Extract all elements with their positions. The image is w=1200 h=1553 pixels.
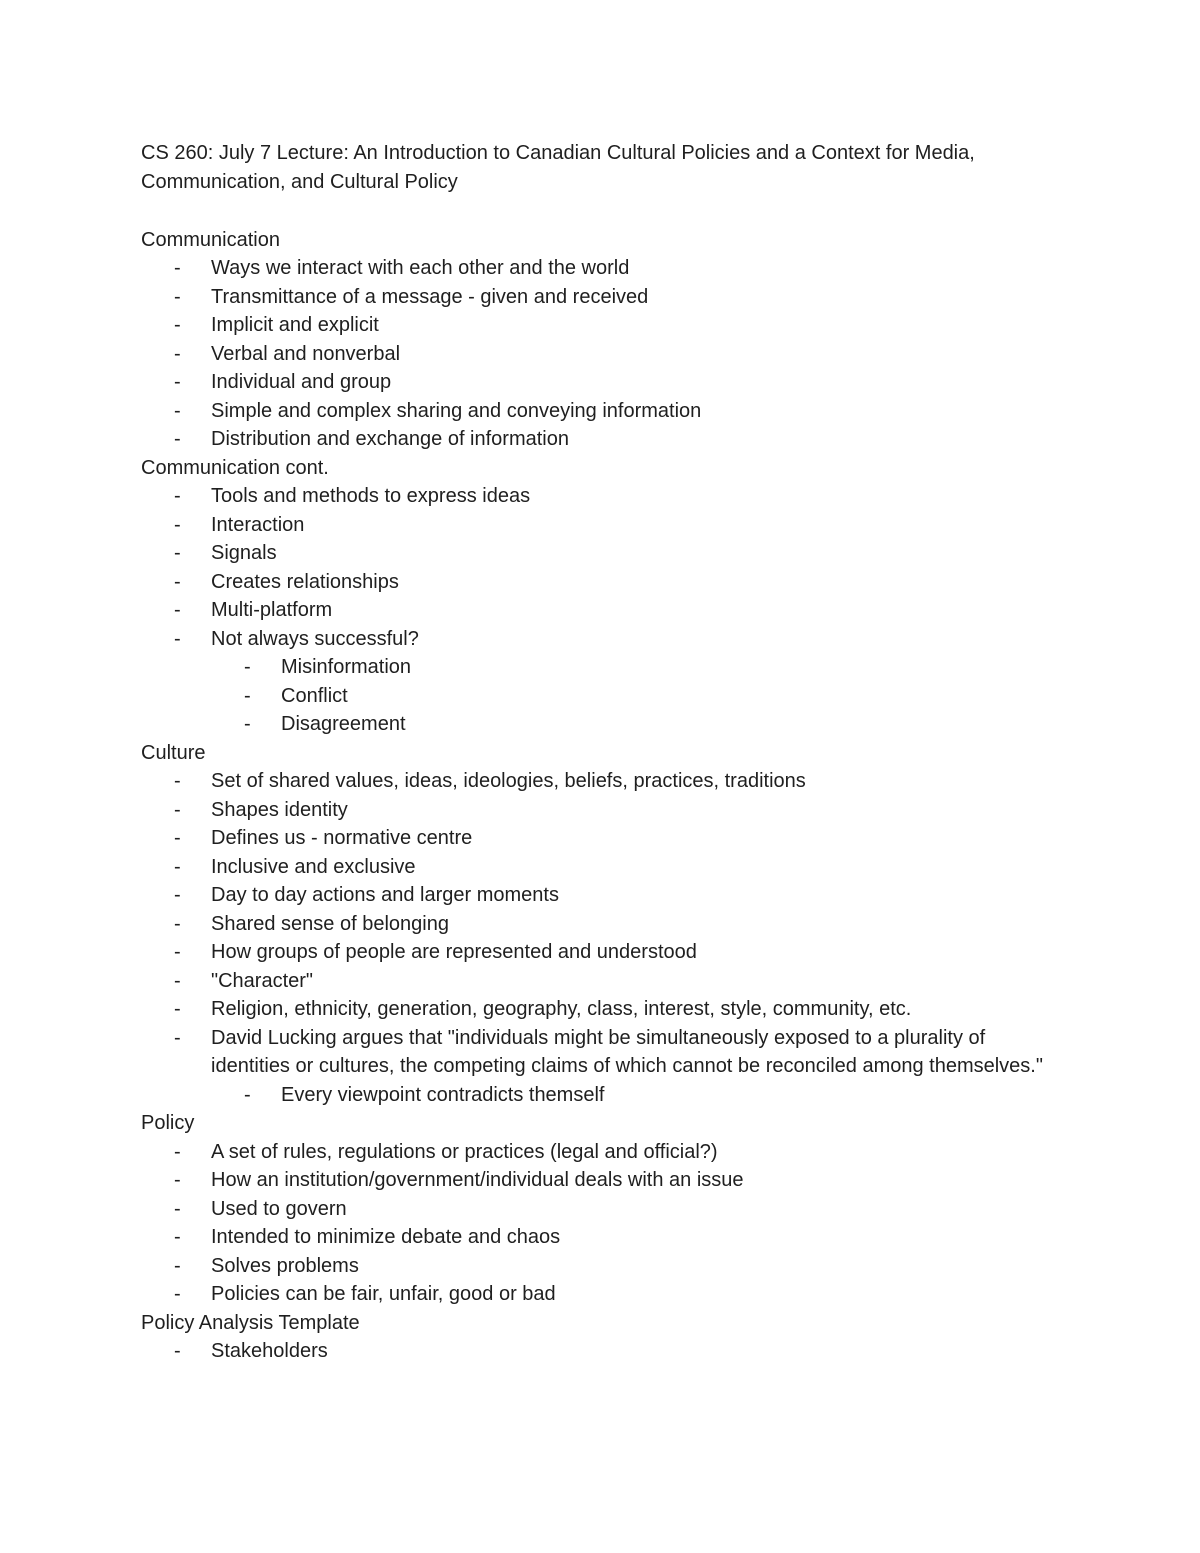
list-item — [141, 482, 1061, 511]
bullet-dash: - — [174, 542, 181, 564]
list-item — [141, 767, 1061, 796]
sub-list-item-text: Misinformation — [281, 656, 412, 678]
list-item — [141, 967, 1061, 996]
bullet-dash: - — [174, 1283, 181, 1305]
list-item-text: Ways we interact with each other and the world — [211, 257, 630, 279]
list-item-text: Tools and methods to express ideas — [211, 485, 531, 507]
list-item-text: Signals — [211, 542, 277, 564]
list-item — [141, 1195, 1061, 1224]
list-item-text: Shapes identity — [211, 798, 348, 821]
document-page — [141, 139, 1061, 1366]
bullet-list — [141, 1337, 1061, 1366]
bullet-dash: - — [174, 1340, 181, 1362]
list-item-text: How groups of people are represented and understood — [211, 941, 697, 963]
list-item — [141, 910, 1061, 939]
list-item — [141, 824, 1061, 853]
list-item — [141, 938, 1061, 967]
list-item — [141, 1138, 1061, 1167]
bullet-dash: - — [174, 314, 181, 336]
list-item — [141, 1280, 1061, 1309]
list-item-text: Used to govern — [211, 1197, 347, 1220]
bullet-list — [141, 767, 1061, 1109]
list-item — [141, 539, 1061, 568]
section-heading: Communication cont. — [141, 456, 329, 479]
bullet-dash: - — [174, 941, 181, 963]
list-item — [141, 254, 1061, 283]
list-item — [141, 340, 1061, 369]
bullet-dash: - — [174, 257, 181, 279]
list-item — [141, 1223, 1061, 1252]
list-item — [141, 311, 1061, 340]
list-item — [141, 1337, 1061, 1366]
list-item-text: Intended to minimize debate and chaos — [211, 1226, 561, 1248]
list-item — [141, 881, 1061, 910]
list-item — [141, 568, 1061, 597]
bullet-dash: - — [174, 1197, 181, 1220]
section-heading: Communication — [141, 228, 280, 251]
bullet-dash: - — [174, 998, 181, 1020]
list-item — [141, 368, 1061, 397]
bullet-dash: - — [174, 1026, 181, 1049]
section-heading: Policy — [141, 1112, 195, 1134]
section-heading: Policy Analysis Template — [141, 1311, 360, 1334]
list-item — [141, 995, 1061, 1024]
bullet-dash: - — [174, 1169, 181, 1191]
list-item — [141, 853, 1061, 882]
bullet-dash: - — [174, 770, 181, 792]
bullet-dash: - — [174, 371, 181, 393]
bullet-dash: - — [174, 599, 181, 621]
list-item-text: Transmittance of a message - given and received — [211, 285, 649, 308]
list-item-text: Verbal and nonverbal — [211, 342, 401, 365]
list-item-text: Shared sense of belonging — [211, 912, 449, 935]
list-item — [141, 596, 1061, 625]
list-item-text: Stakeholders — [211, 1340, 328, 1362]
list-item — [141, 511, 1061, 540]
list-item-text: Policies can be fair, unfair, good or bad — [211, 1283, 556, 1305]
bullet-dash: - — [174, 827, 181, 849]
sub-list-item-text: Disagreement — [281, 713, 406, 735]
document-title: CS 260: July 7 Lecture: An Introduction to Canadian Cultural Policies and a Context for Media, Communication, and Cultural Policy — [141, 142, 975, 193]
list-item-text: How an institution/government/individual deals with an issue — [211, 1169, 744, 1191]
section — [141, 739, 1061, 1110]
list-item — [141, 1252, 1061, 1281]
bullet-dash: - — [174, 912, 181, 935]
bullet-dash: - — [174, 627, 181, 650]
section — [141, 1309, 1061, 1366]
list-item — [141, 1024, 1061, 1110]
sub-list-item — [211, 1081, 1061, 1110]
list-item-text: Defines us - normative centre — [211, 827, 473, 849]
bullet-dash: - — [174, 342, 181, 365]
list-item-text: Distribution and exchange of information — [211, 428, 569, 450]
sub-bullet-list — [211, 1081, 1061, 1110]
list-item-text: "Character" — [211, 969, 314, 992]
bullet-dash: - — [244, 684, 251, 707]
section-heading: Culture — [141, 741, 206, 764]
list-item-text: Interaction — [211, 513, 305, 536]
list-item-text: Creates relationships — [211, 570, 399, 593]
list-item — [141, 397, 1061, 426]
bullet-dash: - — [174, 1140, 181, 1163]
list-item-text: Multi-platform — [211, 599, 333, 621]
list-item-text: David Lucking argues that "individuals might be simultaneously exposed to a plurality of identities or cultures, the competing claims of which cannot be reconciled among themselves." — [211, 1026, 1043, 1077]
bullet-dash: - — [174, 1254, 181, 1277]
bullet-list — [141, 482, 1061, 739]
section — [141, 1109, 1061, 1309]
section — [141, 454, 1061, 739]
list-item-text: Day to day actions and larger moments — [211, 884, 559, 906]
list-item-text: Simple and complex sharing and conveying information — [211, 399, 702, 422]
bullet-dash: - — [174, 798, 181, 821]
list-item-text: Solves problems — [211, 1254, 359, 1277]
bullet-dash: - — [174, 513, 181, 536]
list-item — [141, 425, 1061, 454]
bullet-dash: - — [174, 399, 181, 422]
bullet-list — [141, 1138, 1061, 1309]
bullet-dash: - — [244, 1083, 251, 1106]
sub-list-item-text: Every viewpoint contradicts themself — [281, 1083, 605, 1106]
section — [141, 226, 1061, 454]
bullet-dash: - — [244, 713, 251, 735]
list-item — [141, 796, 1061, 825]
sub-list-item — [211, 653, 1061, 682]
bullet-dash: - — [174, 428, 181, 450]
bullet-dash: - — [174, 969, 181, 992]
list-item — [141, 1166, 1061, 1195]
bullet-dash: - — [174, 884, 181, 906]
sub-list-item — [211, 682, 1061, 711]
bullet-list — [141, 254, 1061, 454]
bullet-dash: - — [174, 485, 181, 507]
list-item — [141, 283, 1061, 312]
list-item-text: Religion, ethnicity, generation, geography, class, interest, style, community, etc. — [211, 998, 912, 1020]
sub-bullet-list — [211, 653, 1061, 739]
list-item-text: Implicit and explicit — [211, 314, 379, 336]
list-item — [141, 625, 1061, 739]
sub-list-item — [211, 710, 1061, 739]
bullet-dash: - — [244, 656, 251, 678]
sub-list-item-text: Conflict — [281, 684, 348, 707]
list-item-text: Individual and group — [211, 371, 392, 393]
list-item-text: A set of rules, regulations or practices (legal and official?) — [211, 1140, 718, 1163]
notes-body — [141, 226, 1061, 1366]
bullet-dash: - — [174, 1226, 181, 1248]
list-item-text: Inclusive and exclusive — [211, 855, 416, 878]
list-item-text: Set of shared values, ideas, ideologies, beliefs, practices, traditions — [211, 770, 806, 792]
list-item-text: Not always successful? — [211, 627, 419, 650]
bullet-dash: - — [174, 855, 181, 878]
bullet-dash: - — [174, 570, 181, 593]
bullet-dash: - — [174, 285, 181, 308]
